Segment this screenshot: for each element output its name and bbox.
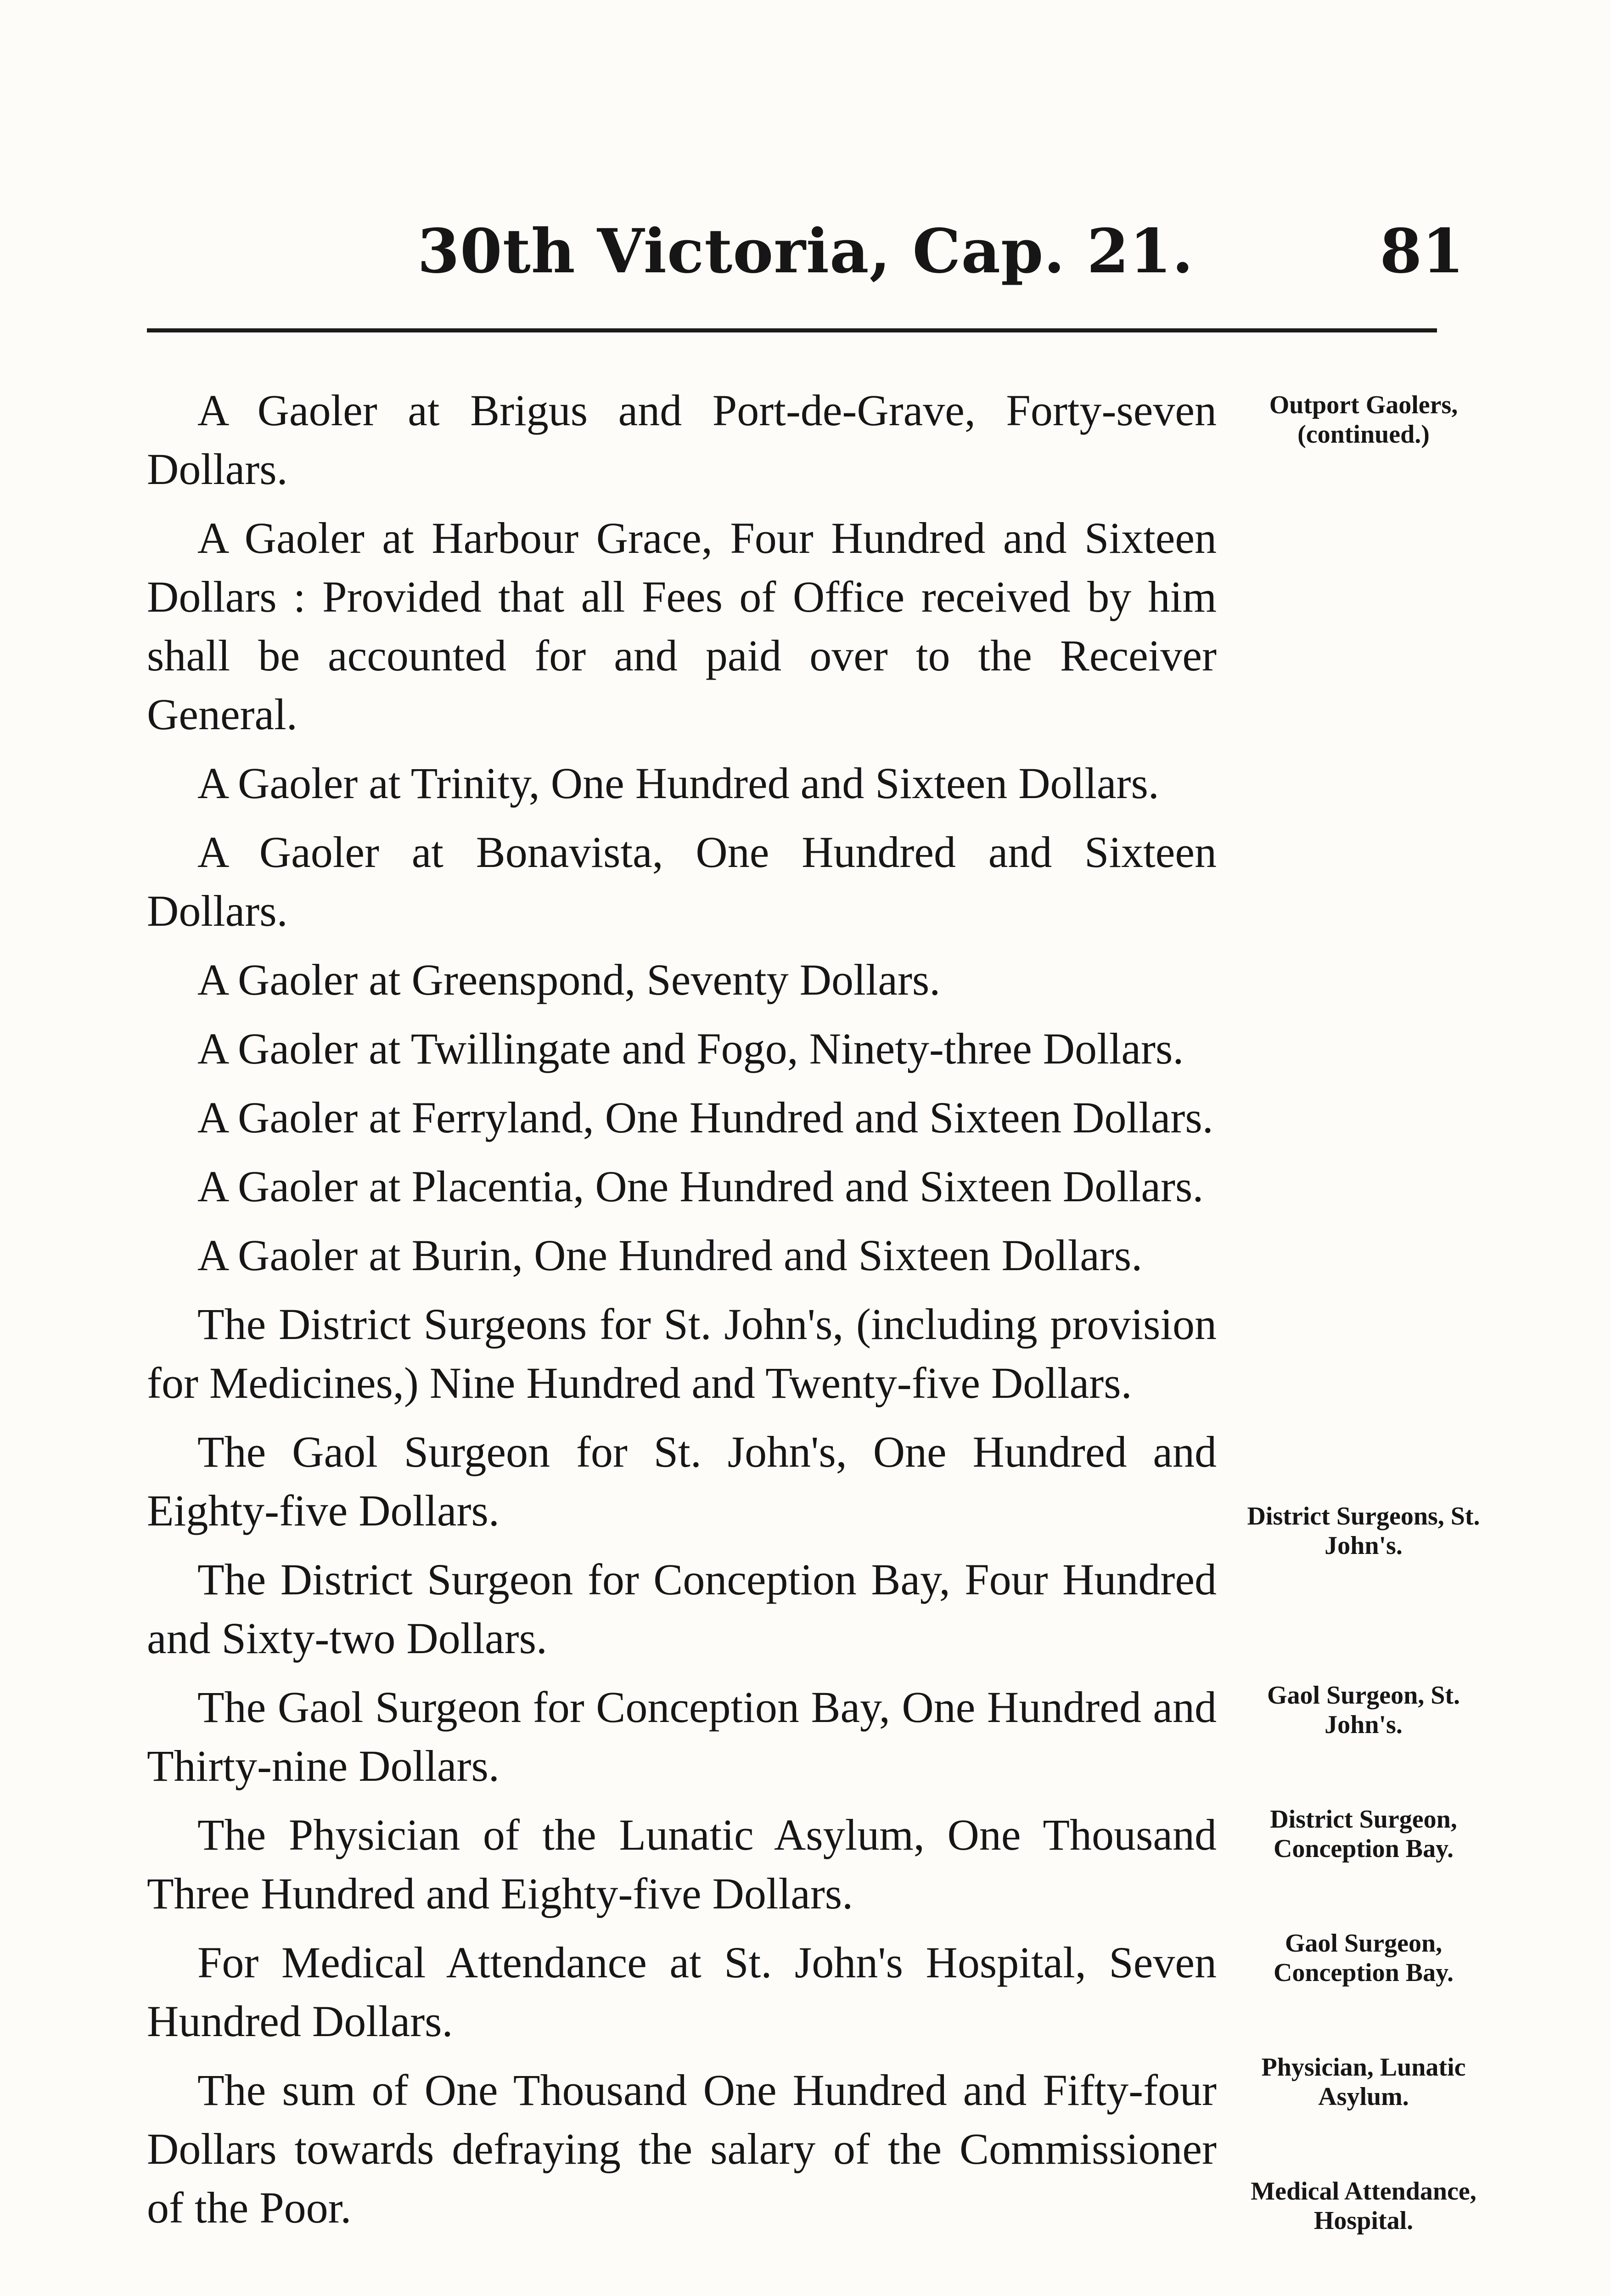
marginal-note-gaol-surgeon-st-johns: Gaol Surgeon, St. John's. [1267,1681,1460,1739]
paragraph-commissioner-of-poor: The sum of One Thousand One Hundred and Fifty-four Dollars towards defraying the salary of the Commissioner of the Poor. [147,2065,1217,2232]
paragraph-gaol-surgeon-conception-bay: The Gaol Surgeon for Conception Bay, One Hundred and Thirty-nine Dollars. [147,1683,1217,1790]
body-text [147,381,1217,2247]
marginal-note-physician-lunatic-asylum: Physician, Lunatic Asylum. [1261,2053,1466,2111]
page-header [0,216,1611,289]
running-title: 30th Victoria, Cap. 21. [417,216,1194,287]
page-number: 81 [1380,216,1464,287]
marginal-note-district-surgeons-st-johns: District Surgeons, St. John's. [1247,1502,1480,1560]
paragraph-gaoler-bonavista: A Gaoler at Bonavista, One Hundred and Sixteen Dollars. [147,827,1217,935]
header-rule [147,328,1437,332]
paragraph-gaoler-burin: A Gaoler at Burin, One Hundred and Sixteen Dollars. [197,1231,1143,1280]
marginal-note-gaol-surgeon-conception-bay: Gaol Surgeon, Conception Bay. [1273,1929,1454,1987]
paragraph-district-surgeons-st-johns: The District Surgeons for St. John's, (including provision for Medicines,) Nine Hundred and Twenty-five Dollars. [147,1300,1217,1407]
marginal-note-district-surgeon-conception-bay: District Surgeon, Conception Bay. [1270,1805,1457,1863]
paragraph-district-surgeon-conception-bay: The District Surgeon for Conception Bay, Four Hundred and Sixty-two Dollars. [147,1555,1217,1663]
marginal-note-outport-gaolers: Outport Gaolers, (continued.) [1269,391,1458,449]
paragraph-gaol-surgeon-st-johns: The Gaol Surgeon for St. John's, One Hundred and Eighty-five Dollars. [147,1427,1217,1535]
paragraph-physician-lunatic-asylum: The Physician of the Lunatic Asylum, One Thousand Three Hundred and Eighty-five Dollars. [147,1810,1217,1918]
marginal-note-medical-attendance-hospital: Medical Attendance, Hospital. [1251,2177,1476,2235]
paragraph-gaoler-greenspond: A Gaoler at Greenspond, Seventy Dollars. [197,955,941,1004]
paragraph-gaoler-ferryland: A Gaoler at Ferryland, One Hundred and Sixteen Dollars. [197,1093,1213,1142]
paragraph-gaoler-trinity: A Gaoler at Trinity, One Hundred and Sixteen Dollars. [197,759,1159,808]
paragraph-gaoler-placentia: A Gaoler at Placentia, One Hundred and Sixteen Dollars. [197,1162,1204,1211]
paragraph-gaoler-brigus: A Gaoler at Brigus and Port-de-Grave, Forty-seven Dollars. [147,386,1217,494]
paragraph-gaoler-twillingate: A Gaoler at Twillingate and Fogo, Ninety-three Dollars. [197,1024,1184,1073]
paragraph-gaoler-harbour-grace: A Gaoler at Harbour Grace, Four Hundred and Sixteen Dollars : Provided that all Fees of Office received by him shall be accounted for and paid over to the Receiver General. [147,513,1217,739]
paragraph-medical-attendance-hospital: For Medical Attendance at St. John's Hospital, Seven Hundred Dollars. [147,1938,1217,2046]
